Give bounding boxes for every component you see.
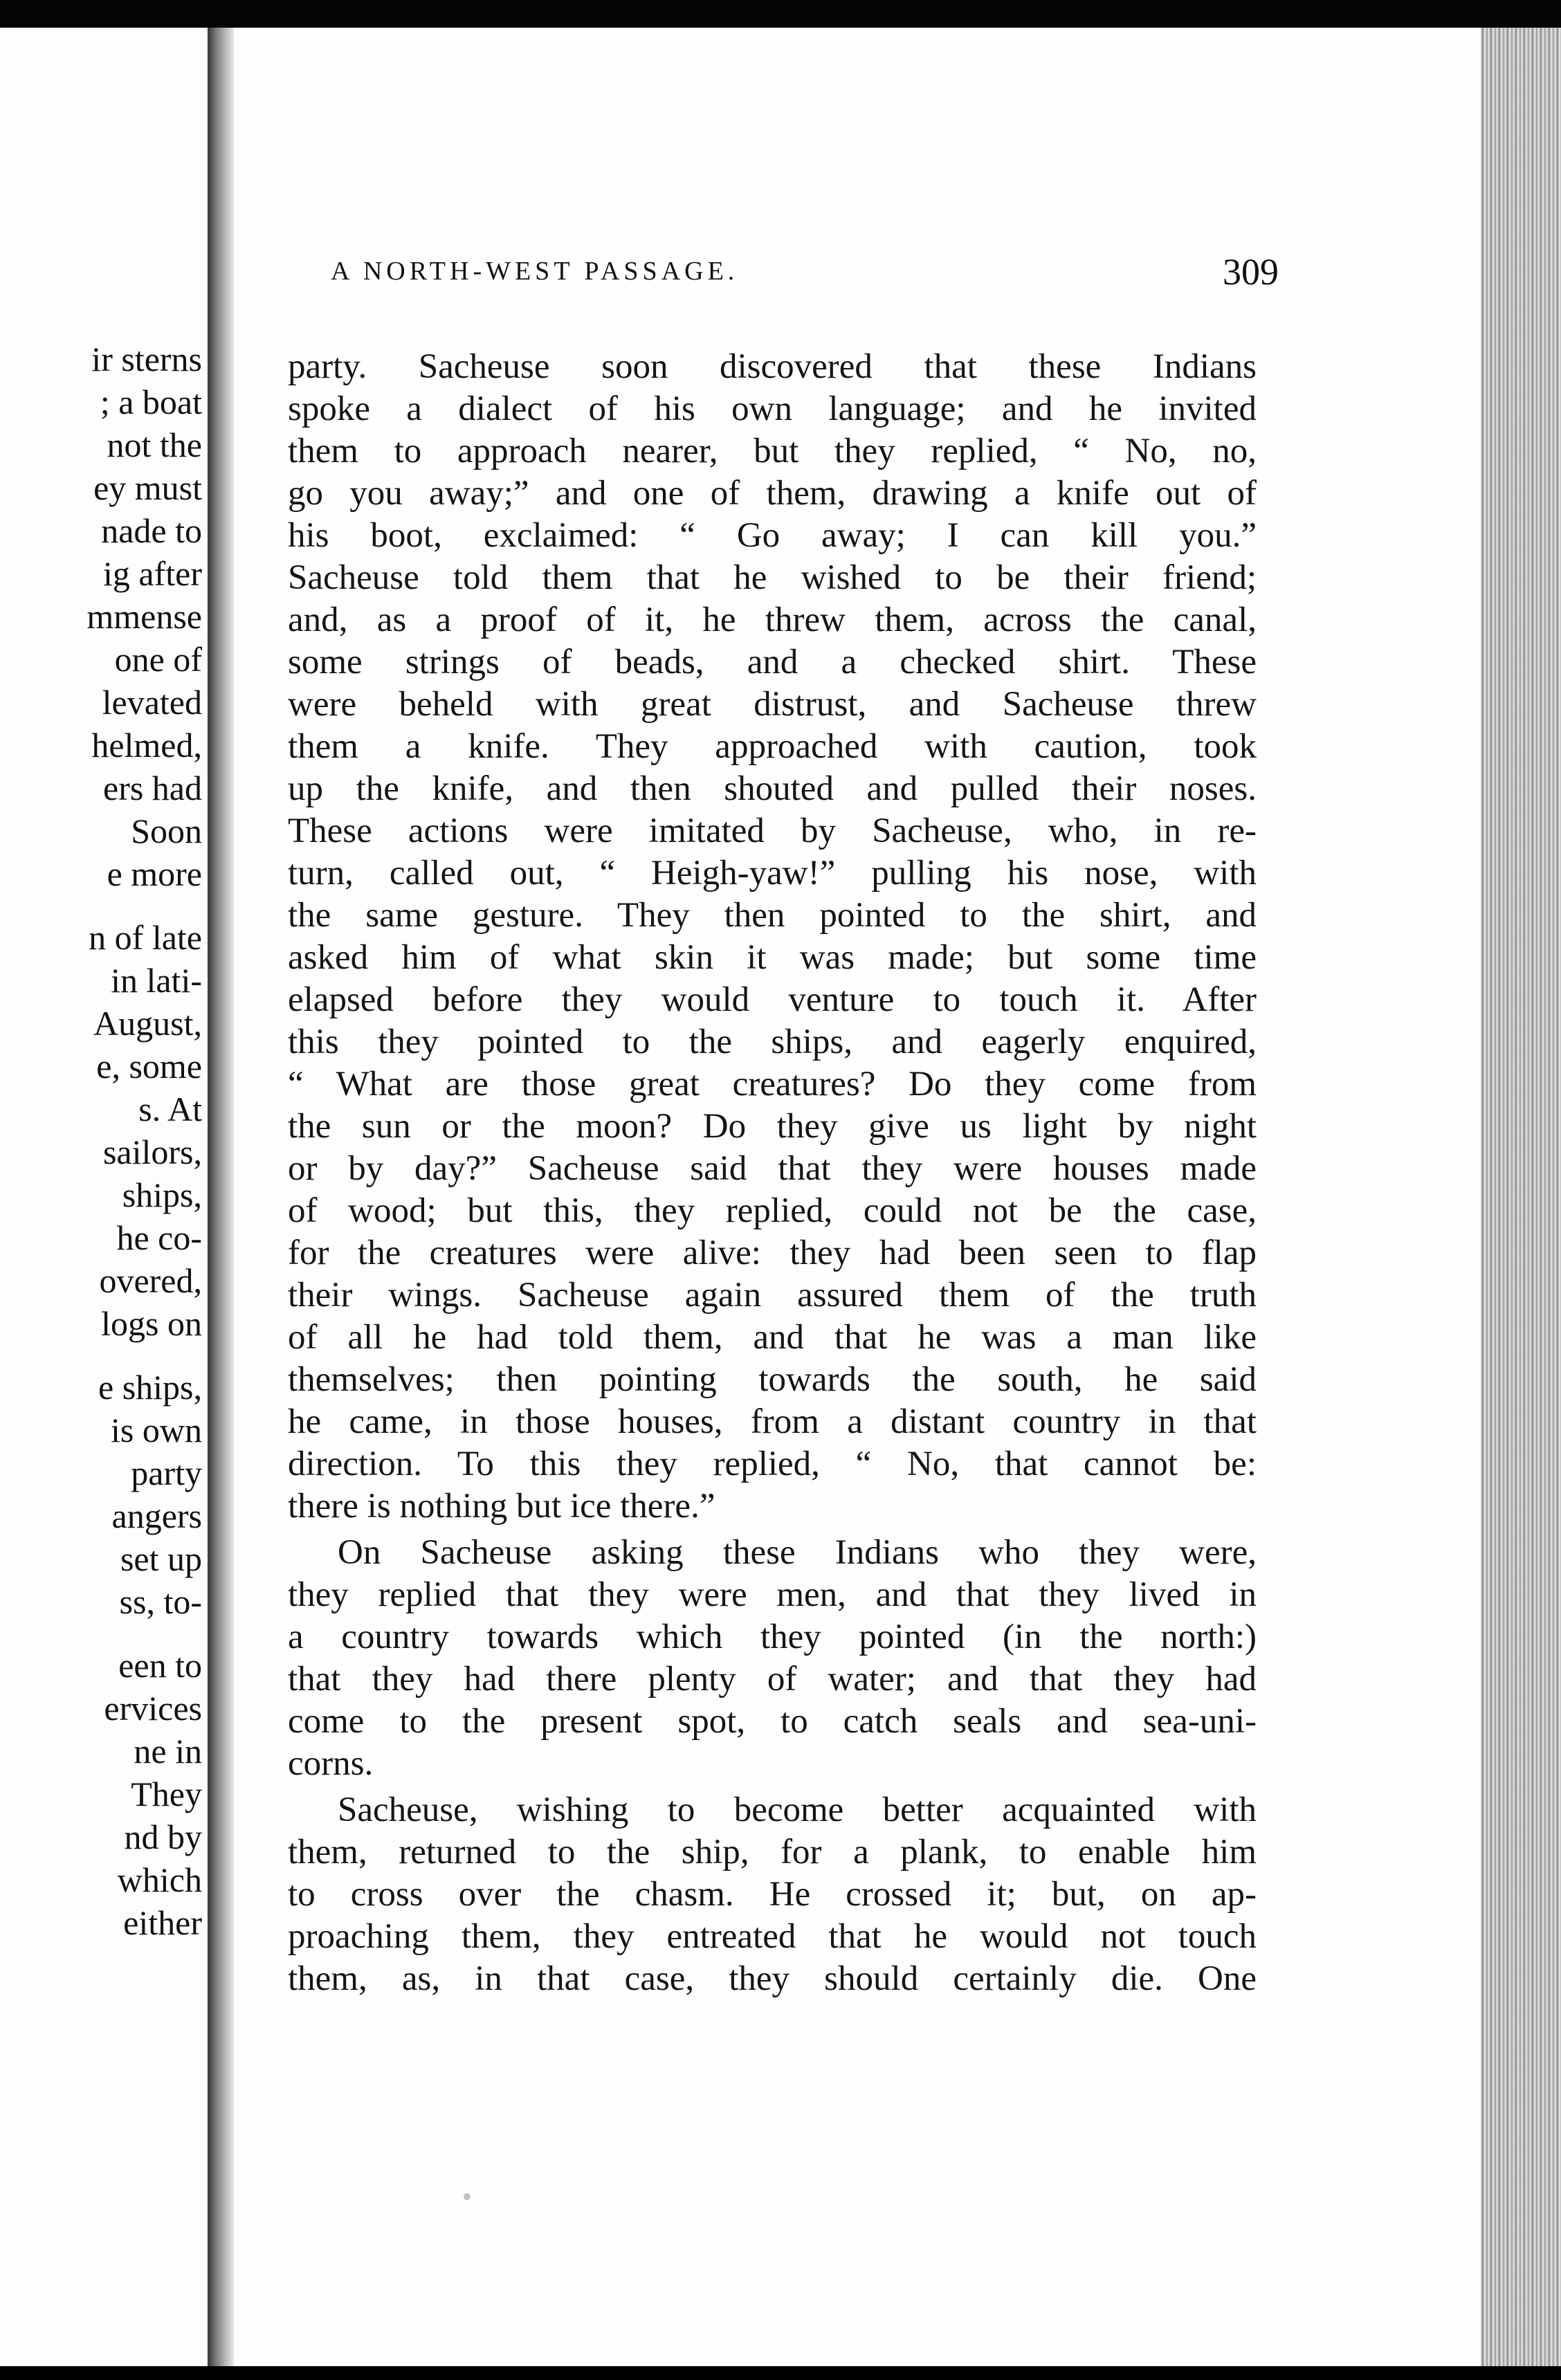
running-head	[331, 251, 1279, 304]
previous-page-line: which	[117, 1860, 202, 1899]
previous-page-line: n of late	[89, 918, 202, 957]
text-line: “ What are those great creatures? Do they come from	[288, 1065, 1257, 1104]
running-head-title: A NORTH-WEST PASSAGE.	[331, 257, 739, 286]
text-line: corns.	[288, 1744, 374, 1783]
text-line: and, as a proof of it, he threw them, across the canal,	[288, 601, 1257, 639]
previous-page-line: either	[123, 1903, 202, 1942]
text-line: asked him of what skin it was made; but some time	[288, 938, 1257, 977]
text-line: spoke a dialect of his own language; and he invited	[288, 390, 1257, 428]
previous-page-line: in lati-	[111, 961, 202, 1000]
previous-page-text	[0, 338, 202, 1944]
text-line: Sacheuse, wishing to become better acquainted with	[338, 1791, 1257, 1829]
paragraph	[288, 1532, 1257, 1785]
previous-page-line: set up	[120, 1539, 202, 1578]
text-line: These actions were imitated by Sacheuse, who, in re-	[288, 812, 1257, 850]
text-line: of wood; but this, they replied, could not be the case,	[288, 1191, 1257, 1230]
text-line: some strings of beads, and a checked shirt. These	[288, 643, 1257, 681]
text-line: or by day?” Sacheuse said that they were houses made	[288, 1149, 1257, 1188]
text-line: for the creatures were alive: they had been seen to flap	[288, 1234, 1257, 1272]
previous-page-line: party	[131, 1454, 202, 1492]
previous-page-fragment	[0, 28, 212, 2366]
text-line: proaching them, they entreated that he would not touch	[288, 1917, 1257, 1956]
text-line: party. Sacheuse soon discovered that these Indians	[288, 347, 1257, 386]
previous-page-line: s. At	[138, 1090, 202, 1128]
text-line: the same gesture. They then pointed to the shirt, and	[288, 896, 1257, 935]
previous-page-line: levated	[102, 683, 202, 722]
text-line: his boot, exclaimed: “ Go away; I can kill you.”	[288, 516, 1257, 555]
text-line: the sun or the moon? Do they give us light by night	[288, 1107, 1257, 1146]
text-line: were beheld with great distrust, and Sacheuse threw	[288, 685, 1257, 724]
previous-page-line: ervices	[104, 1689, 202, 1728]
previous-page-line: e, some	[96, 1047, 202, 1086]
page-edges	[1481, 28, 1561, 2366]
previous-page-line: not the	[107, 425, 202, 464]
text-line: go you away;” and one of them, drawing a knife out of	[288, 474, 1257, 513]
paragraph	[288, 346, 1257, 1528]
text-line: turn, called out, “ Heigh-yaw!” pulling his nose, with	[288, 854, 1257, 892]
previous-page-gap	[0, 1345, 202, 1366]
text-line: there is nothing but ice there.”	[288, 1487, 715, 1526]
previous-page-line: ships,	[122, 1175, 202, 1214]
previous-page-line: They	[131, 1775, 202, 1813]
page-number: 309	[1223, 251, 1279, 293]
scan-top-border	[0, 0, 1561, 28]
text-line: up the knife, and then shouted and pulled their noses.	[288, 769, 1257, 808]
text-line: they replied that they were men, and that they lived in	[288, 1575, 1257, 1614]
previous-page-line: ss, to-	[119, 1582, 202, 1621]
text-line: come to the present spot, to catch seals and sea-uni-	[288, 1702, 1257, 1741]
text-line: them a knife. They approached with caution, took	[288, 727, 1257, 766]
previous-page-line: een to	[118, 1646, 202, 1685]
previous-page-line: ig after	[103, 554, 202, 593]
previous-page-line: e ships,	[98, 1368, 202, 1407]
previous-page-line: Soon	[131, 812, 202, 850]
previous-page-line: ir sterns	[91, 340, 202, 378]
previous-page-line: ; a boat	[100, 383, 202, 421]
text-line: that they had there plenty of water; and that they had	[288, 1660, 1257, 1699]
text-line: themselves; then pointing towards the south, he said	[288, 1360, 1257, 1399]
book-gutter	[208, 28, 234, 2366]
paragraph	[288, 1789, 1257, 2000]
previous-page-line: nd by	[124, 1818, 202, 1856]
previous-page-line: helmed,	[91, 726, 202, 765]
page-body	[288, 346, 1257, 2000]
previous-page-gap	[0, 1623, 202, 1644]
text-line: of all he had told them, and that he was a man like	[288, 1318, 1257, 1357]
previous-page-gap	[0, 895, 202, 916]
text-line: them, returned to the ship, for a plank, to enable him	[288, 1833, 1257, 1871]
previous-page-line: angers	[111, 1496, 202, 1535]
text-line: a country towards which they pointed (in the north:)	[288, 1618, 1257, 1656]
previous-page-line: one of	[114, 640, 202, 679]
text-line: this they pointed to the ships, and eagerly enquired,	[288, 1023, 1257, 1061]
previous-page-line: overed,	[99, 1261, 202, 1300]
text-line: their wings. Sacheuse again assured them of the truth	[288, 1276, 1257, 1315]
ink-smudge	[464, 2193, 471, 2200]
text-line: direction. To this they replied, “ No, that cannot be:	[288, 1445, 1257, 1483]
previous-page-line: is own	[111, 1411, 202, 1449]
text-line: Sacheuse told them that he wished to be their friend;	[288, 558, 1257, 597]
previous-page-line: e more	[107, 854, 202, 893]
previous-page-line: August,	[93, 1004, 202, 1043]
text-line: to cross over the chasm. He crossed it; but, on ap-	[288, 1875, 1257, 1914]
text-line: On Sacheuse asking these Indians who they were,	[338, 1533, 1257, 1572]
previous-page-line: mmense	[86, 597, 202, 636]
previous-page-line: nade to	[101, 511, 202, 550]
previous-page-line: ey must	[93, 468, 202, 507]
previous-page-line: ers had	[103, 769, 202, 807]
text-line: them to approach nearer, but they replied, “ No, no,	[288, 432, 1257, 470]
previous-page-line: he co-	[116, 1218, 202, 1257]
text-line: elapsed before they would venture to touch it. After	[288, 980, 1257, 1019]
text-line: them, as, in that case, they should certainly die. One	[288, 1959, 1257, 1998]
previous-page-line: logs on	[101, 1304, 202, 1343]
text-line: he came, in those houses, from a distant country in that	[288, 1402, 1257, 1441]
previous-page-line: ne in	[134, 1732, 202, 1770]
previous-page-line: sailors,	[102, 1133, 202, 1171]
